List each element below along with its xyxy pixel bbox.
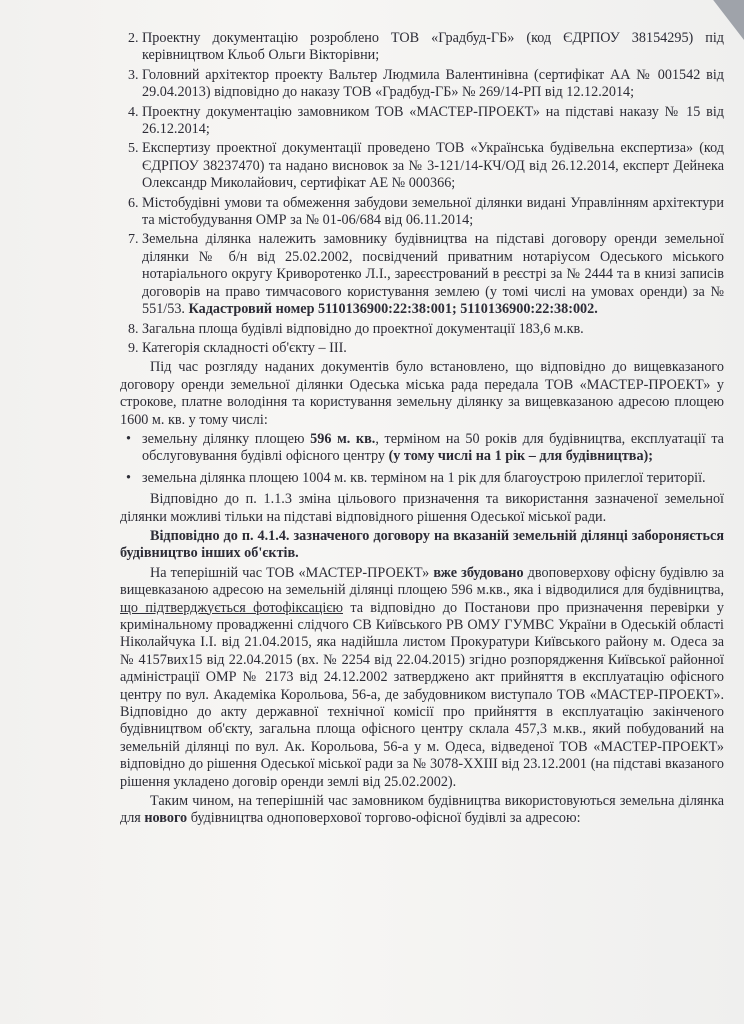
paragraph-built: На теперішній час ТОВ «МАСТЕР-ПРОЕКТ» вже збудовано двоповерхову офісну будівлю за вищевказаною адресою на земельній ділянці площею 596 м.кв., яка і відводилися для будівництва, що підтверджується фотофіксацією та відповідно до Постанови про призначення перевірки у кримінальному провадженні слідчого СВ Київського РВ ОМУ ГУМВС України в Одеській області Ніколайчука І.І. від 21.04.2015, яка надійшла листом Прокуратури Київського району м. Одеса за № 4157вих15 від 22.04.2015 (вх. № 2254 від 22.04.2015) згідно розпорядження Київської районної адміністрації ОМР № 2173 від 24.12.2002 затверджено акт прийняття в експлуатацію офісного центру по вул. Академіка Корольова, 56-а, де забудовником виступало ТОВ «МАСТЕР-ПРОЕКТ». Відповідно до акту державної технічної комісії про прийняття в експлуатацію закінченого будівництвом об'єкту, загальна площа офісного центру склала 457,3 м.кв., який побудований на земельній ділянці по вул. Ак. Корольова, 56-а у м. Одеса, відведеної ТОВ «МАСТЕР-ПРОЕКТ» відповідно до рішення Одеської міської ради за № 3078-ХХІІІ від 23.12.2001 (на підставі вказаного рішення укладено договір оренди землі від 25.02.2002). bbox=[120, 564, 724, 790]
list-item-6: 6. Містобудівні умови та обмеження забудови земельної ділянки видані Управлінням архітектури та містобудування ОМР за № 01-06/684 від 06.11.2014; bbox=[142, 195, 724, 230]
bullet-item-1: • земельну ділянку площею 596 м. кв., терміном на 50 років для будівництва, експлуатації та обслуговування будівлі офісного центру (у тому числі на 1 рік – для будівництва); bbox=[142, 431, 724, 466]
list-item-9: 9. Категорія складності об'єкту – ІІІ. bbox=[142, 340, 724, 357]
paragraph-clause-414: Відповідно до п. 4.1.4. зазначеного договору на вказаній земельній ділянці забороняється будівництво інших об'єктів. bbox=[120, 527, 724, 562]
bullet-item-2: • земельна ділянка площею 1004 м. кв. терміном на 1 рік для благоустрою прилеглої території. bbox=[142, 470, 724, 487]
paragraph-review: Під час розгляду наданих документів було встановлено, що відповідно до вищевказаного договору оренди земельної ділянки Одеська міська рада передала ТОВ «МАСТЕР-ПРОЕКТ» у строкове, платне володіння та користування земельну ділянку за вищевказаною адресою площею 1600 м. кв. у тому числі: bbox=[120, 359, 724, 428]
list-item-7: 7. Земельна ділянка належить замовнику будівництва на підставі договору оренди земельної ділянки № б/н від 25.02.2002, посвідчений приватним нотаріусом Одеського міського нотаріального округу Криворотенко Л.І., зареєстрований в реєстрі за № 2444 та в книзі записів договорів на право тимчасового користування землею (у томі числі на умовах оренди) за № 551/53. Кадастровий номер 5110136900:22:38:001; 5110136900:22:38:002. bbox=[142, 231, 724, 318]
bullet-list bbox=[120, 431, 724, 487]
paragraph-conclusion: Таким чином, на теперішній час замовником будівництва використовуються земельна ділянка для нового будівництва одноповерхової торгово-офісної будівлі за адресою: bbox=[120, 793, 724, 827]
list-item-8: 8. Загальна площа будівлі відповідно до проектної документації 183,6 м.кв. bbox=[142, 321, 724, 338]
cadastral-number: Кадастровий номер 5110136900:22:38:001; 5110136900:22:38:002. bbox=[188, 301, 598, 318]
list-item-5: 5. Експертизу проектної документації проведено ТОВ «Українська будівельна експертиза» (код ЄДРПОУ 38237470) та надано висновок за № 3-121/14-КЧ/ОД від 26.12.2014, експерт Дейнека Олександр Миколайович, сертифікат АЕ № 000366; bbox=[142, 140, 724, 192]
numbered-list bbox=[120, 30, 724, 357]
list-item-2: 2. Проектну документацію розроблено ТОВ «Градбуд-ГБ» (код ЄДРПОУ 38154295) під керівництвом Кльоб Ольги Вікторівни; bbox=[142, 30, 724, 65]
document-body bbox=[120, 30, 724, 830]
list-item-4: 4. Проектну документацію замовником ТОВ «МАСТЕР-ПРОЕКТ» на підставі наказу № 15 від 26.12.2014; bbox=[142, 104, 724, 139]
list-item-3: 3. Головний архітектор проекту Вальтер Людмила Валентинівна (сертифікат АА № 001542 від 29.04.2013) відповідно до наказу ТОВ «Градбуд-ГБ» № 269/14-РП від 12.12.2014; bbox=[142, 67, 724, 102]
paragraph-clause-113: Відповідно до п. 1.1.3 зміна цільового призначення та використання зазначеної земельної ділянки можливі тільки на підставі відповідного рішення Одеської міської ради. bbox=[120, 491, 724, 525]
